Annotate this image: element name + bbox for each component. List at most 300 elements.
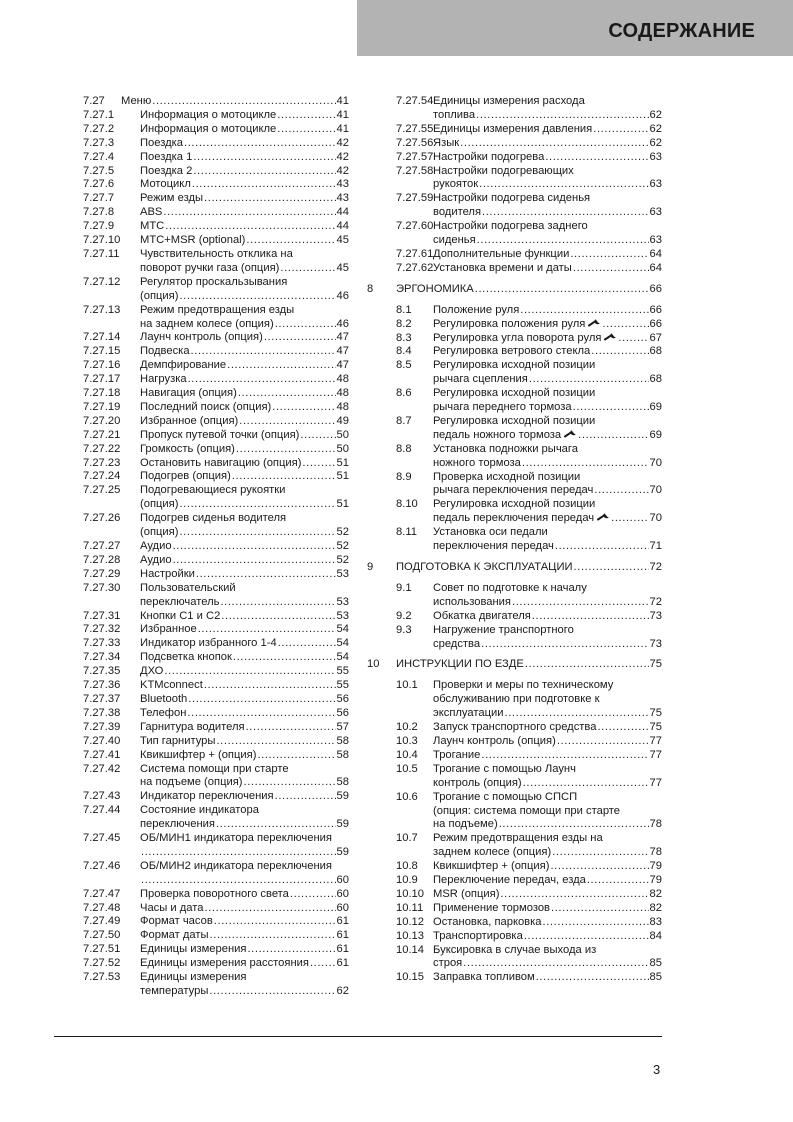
toc-entry-page: 52: [336, 540, 349, 552]
toc-entry[interactable]: [367, 220, 662, 248]
toc-entry-title: Регулировка положения руля: [433, 317, 586, 330]
toc-entry-number: 8.2: [396, 317, 412, 330]
toc-entry-title: Единицы измерения расстояния: [140, 957, 309, 970]
dot-leader: [482, 206, 649, 220]
toc-entry-page: 61: [336, 957, 349, 970]
toc-entry[interactable]: [83, 971, 349, 999]
toc-entry[interactable]: [83, 832, 349, 860]
toc-entry[interactable]: [367, 443, 662, 471]
toc-entry-number: 10.2: [396, 721, 418, 734]
toc-entry-title: KTMconnect: [140, 679, 203, 692]
toc-entry[interactable]: [83, 804, 349, 832]
toc-entry[interactable]: [83, 902, 349, 916]
toc-entry[interactable]: [83, 151, 349, 165]
toc-entry-number: 7.27.35: [83, 665, 121, 678]
toc-entry-number: 7.27.19: [83, 400, 121, 413]
toc-entry-title: переключения: [140, 818, 215, 831]
dot-leader: [227, 359, 335, 373]
toc-entry-number: 10.10: [396, 887, 424, 900]
toc-entry-page: 70: [649, 512, 662, 525]
toc-entry-title: Последний поиск (опция): [140, 400, 272, 413]
toc-chapter[interactable]: [367, 283, 662, 297]
dot-leader: [141, 874, 336, 888]
toc-entry-page: 56: [336, 692, 349, 705]
toc-entry[interactable]: [83, 470, 349, 484]
toc-entry[interactable]: [367, 415, 662, 443]
dot-leader: [214, 915, 336, 929]
toc-entry-number: 8.5: [396, 359, 412, 372]
toc-entry[interactable]: [83, 234, 349, 248]
toc-entry[interactable]: [83, 457, 349, 471]
toc-entry[interactable]: [83, 623, 349, 637]
toc-entry[interactable]: [367, 471, 662, 499]
toc-entry[interactable]: [83, 415, 349, 429]
toc-entry[interactable]: [83, 554, 349, 568]
toc-entry-page: 46: [336, 289, 349, 302]
toc-entry-page: 55: [336, 679, 349, 692]
toc-entry-number: 7.27.50: [83, 929, 121, 942]
toc-entry-title: на подъеме (опция): [140, 776, 243, 789]
toc-entry-page: 46: [336, 317, 349, 330]
toc-entry-title: Система помощи при старте: [140, 762, 289, 775]
toc-entry-page: 43: [336, 192, 349, 205]
toc-entry[interactable]: [83, 359, 349, 373]
toc-entry-number: 10.6: [396, 790, 418, 803]
toc-entry-number: 7.27.22: [83, 442, 121, 455]
toc-entry-title: Трогание с помощью СПСП: [433, 790, 578, 803]
toc-entry-title: строя: [433, 957, 463, 970]
toc-entry[interactable]: [367, 123, 662, 137]
toc-entry[interactable]: [83, 248, 349, 276]
toc-entry[interactable]: [83, 512, 349, 540]
toc-entry-number: 7.27.5: [83, 164, 115, 177]
toc-entry-number: 10.1: [396, 679, 418, 692]
toc-entry[interactable]: [367, 137, 662, 151]
toc-entry-number: 10.15: [396, 971, 424, 984]
toc-entry[interactable]: [83, 915, 349, 929]
toc-entry[interactable]: [367, 192, 662, 220]
toc-entry-title: Установка оси педали: [433, 526, 548, 539]
toc-entry[interactable]: [367, 874, 662, 888]
toc-entry[interactable]: [367, 151, 662, 165]
toc-entry-title: (опция): [140, 526, 179, 539]
toc-entry-page: 82: [649, 887, 662, 900]
dot-leader: [264, 331, 336, 345]
toc-entry-title: Квикшифтер + (опция): [140, 748, 257, 761]
toc-entry-number: 9.1: [396, 581, 412, 594]
toc-entry-page: 51: [336, 498, 349, 511]
toc-entry[interactable]: [367, 359, 662, 387]
toc-entry-title: рычага сцепления: [433, 373, 528, 386]
toc-entry-page: 50: [336, 428, 349, 441]
footer-divider: [54, 1036, 662, 1037]
toc-entry-title: ножного тормоза: [433, 456, 521, 469]
dot-leader: [522, 457, 649, 471]
dot-leader: [278, 637, 336, 651]
toc-entry-title: (опция): [140, 498, 179, 511]
dot-leader: [179, 498, 335, 512]
dot-leader: [597, 721, 648, 735]
toc-entry-title: Настройки подогрева: [433, 150, 545, 163]
toc-entry[interactable]: [367, 262, 662, 276]
toc-entry-page: 83: [649, 915, 662, 928]
toc-entry-title: Запуск транспортного средства: [433, 721, 597, 734]
toc-entry-number: 7.27.16: [83, 359, 121, 372]
dot-leader: [152, 95, 335, 109]
dot-leader: [141, 846, 336, 860]
dot-leader: [618, 332, 648, 346]
toc-entry-number: 7.27.37: [83, 692, 121, 705]
toc-entry-number: 7.27.21: [83, 428, 121, 441]
toc-entry-title: Единицы измерения: [140, 971, 247, 984]
toc-entry[interactable]: [83, 137, 349, 151]
wrench-icon: [597, 512, 610, 521]
toc-entry-title: переключения передач: [433, 540, 554, 553]
dot-leader: [275, 790, 336, 804]
toc-entry[interactable]: [83, 790, 349, 804]
toc-entry-page: 77: [649, 734, 662, 747]
toc-entry-page: 60: [336, 887, 349, 900]
toc-entry[interactable]: [83, 665, 349, 679]
dot-leader: [277, 109, 335, 123]
toc-entry-title: на подъеме): [433, 818, 498, 831]
toc-entry-number: 7.27.54: [396, 95, 434, 107]
toc-entry-title: Формат даты: [140, 929, 209, 942]
toc-entry-page: 61: [336, 929, 349, 942]
toc-entry-title: ОБ/МИН2 индикатора переключения: [140, 859, 332, 872]
toc-entry-page: 47: [336, 359, 349, 372]
toc-entry[interactable]: [367, 526, 662, 554]
dot-leader: [512, 596, 649, 610]
toc-entry[interactable]: [83, 568, 349, 582]
toc-entry-number: 7.27.14: [83, 331, 121, 344]
dot-leader: [545, 151, 648, 165]
toc-entry-number: 7.27.48: [83, 901, 121, 914]
dot-leader: [173, 554, 336, 568]
dot-leader: [204, 192, 336, 206]
toc-entry[interactable]: [367, 387, 662, 415]
toc-entry[interactable]: [83, 345, 349, 359]
toc-entry[interactable]: [83, 206, 349, 220]
toc-entry[interactable]: [83, 304, 349, 332]
toc-entry[interactable]: [367, 679, 662, 721]
toc-entry[interactable]: [83, 749, 349, 763]
toc-entry-title: Установка подножки рычага: [433, 442, 578, 455]
toc-entry[interactable]: [83, 178, 349, 192]
page-title: СОДЕРЖАНИЕ: [608, 20, 755, 42]
toc-entry-title: Настройки: [140, 567, 195, 580]
toc-entry[interactable]: [83, 929, 349, 943]
dot-leader: [179, 290, 335, 304]
toc-entry-number: 7.27.39: [83, 720, 121, 733]
toc-entry-page: 62: [649, 108, 662, 121]
dot-leader: [239, 415, 335, 429]
toc-entry[interactable]: [367, 498, 662, 526]
toc-entry[interactable]: [83, 373, 349, 387]
dot-leader: [238, 387, 336, 401]
toc-entry-page: 72: [649, 595, 662, 608]
toc-entry-title: Режим предотвращения езды на: [433, 832, 603, 845]
toc-entry[interactable]: [83, 387, 349, 401]
toc-entry-title: эксплуатации: [433, 707, 504, 720]
toc-entry[interactable]: [83, 123, 349, 137]
toc-entry[interactable]: [83, 735, 349, 749]
toc-entry-page: 54: [336, 623, 349, 636]
toc-entry[interactable]: [367, 582, 662, 610]
toc-entry-page: 68: [649, 345, 662, 358]
dot-leader: [529, 373, 649, 387]
dot-leader: [578, 429, 648, 443]
toc-entry-page: 82: [649, 901, 662, 914]
toc-entry[interactable]: [367, 916, 662, 930]
toc-entry-title: Поездка: [140, 136, 184, 149]
toc-entry-title: Информация о мотоцикле: [140, 108, 277, 121]
toc-entry-page: 85: [649, 957, 662, 970]
dot-leader: [163, 206, 335, 220]
toc-entry[interactable]: [83, 957, 349, 971]
toc-entry-number: 7.27.31: [83, 609, 121, 622]
toc-entry-title: обслуживанию при подготовке к: [433, 693, 600, 706]
toc-entry[interactable]: [83, 429, 349, 443]
toc-entry[interactable]: [83, 443, 349, 457]
toc-entry-title: Переключение передач, езда: [433, 874, 586, 887]
toc-entry-page: 63: [649, 234, 662, 247]
toc-entry[interactable]: [83, 484, 349, 512]
toc-entry-page: 63: [649, 178, 662, 191]
toc-entry-title: Заправка топливом: [433, 971, 535, 984]
toc-entry-number: 10.4: [396, 748, 418, 761]
toc-entry[interactable]: [367, 860, 662, 874]
toc-entry[interactable]: [367, 791, 662, 833]
toc-entry-page: 47: [336, 345, 349, 358]
toc-entry-number: 7.27.44: [83, 804, 121, 817]
toc-entry[interactable]: [367, 95, 662, 123]
toc-entry[interactable]: [83, 693, 349, 707]
toc-entry-number: 7.27.49: [83, 915, 121, 928]
toc-entry[interactable]: [83, 331, 349, 345]
toc-entry[interactable]: [83, 192, 349, 206]
toc-entry[interactable]: [83, 165, 349, 179]
toc-entry[interactable]: [367, 318, 662, 332]
toc-entry-title: Состояние индикатора: [140, 804, 259, 817]
toc-entry-number: 10.5: [396, 762, 418, 775]
toc-entry-title: Проверка поворотного света: [140, 887, 289, 900]
toc-entry-number: 7.27.62: [396, 261, 434, 274]
toc-entry-title: Регулировка исходной позиции: [433, 414, 596, 427]
dot-leader: [246, 234, 335, 248]
dot-leader: [500, 888, 648, 902]
toc-entry-number: 7.27.40: [83, 734, 121, 747]
wrench-icon: [604, 332, 617, 341]
toc-entry[interactable]: [367, 721, 662, 735]
dot-leader: [198, 623, 336, 637]
toc-entry-page: 68: [649, 373, 662, 386]
dot-leader: [587, 874, 649, 888]
toc-entry-page: 49: [336, 414, 349, 427]
toc-entry-title: Громкость (опция): [140, 442, 235, 455]
toc-entry[interactable]: [83, 220, 349, 234]
toc-entry-title: Подвеска: [140, 345, 190, 358]
toc-entry-page: 58: [336, 734, 349, 747]
toc-entry-number: 8.6: [396, 387, 412, 400]
toc-entry[interactable]: [367, 345, 662, 359]
toc-entry[interactable]: [367, 624, 662, 652]
toc-entry-page: 64: [649, 247, 662, 260]
toc-entry[interactable]: [83, 763, 349, 791]
toc-entry-title: средства: [433, 637, 481, 650]
toc-entry-number: 8.10: [396, 498, 418, 511]
toc-entry-title: переключатель: [140, 595, 220, 608]
dot-leader: [277, 123, 335, 137]
dot-leader: [476, 109, 648, 123]
toc-entry-title: Формат часов: [140, 915, 213, 928]
toc-entry-title: Трогание: [433, 748, 481, 761]
toc-entry[interactable]: [367, 248, 662, 262]
toc-entry-page: 70: [649, 456, 662, 469]
toc-entry-page: 62: [649, 122, 662, 135]
toc-entry[interactable]: [83, 401, 349, 415]
toc-entry-number: 7.27.32: [83, 623, 121, 636]
toc-entry[interactable]: [83, 540, 349, 554]
toc-entry-number: 7.27.13: [83, 303, 121, 316]
toc-entry-number: 7.27.12: [83, 275, 121, 288]
toc-entry-page: 79: [649, 860, 662, 873]
toc-entry-title: педаль ножного тормоза: [433, 428, 562, 441]
toc-entry[interactable]: [83, 707, 349, 721]
toc-entry-title: Совет по подготовке к началу: [433, 581, 587, 594]
dot-leader: [574, 561, 649, 575]
dot-leader: [164, 665, 335, 679]
dot-leader: [257, 749, 335, 763]
toc-entry[interactable]: [83, 943, 349, 957]
toc-entry-title: Индикатор переключения: [140, 790, 274, 803]
toc-entry-number: 9: [367, 561, 374, 573]
toc-entry-title: ОБ/МИН1 индикатора переключения: [140, 832, 332, 845]
toc-entry-page: 59: [336, 845, 349, 858]
toc-entry[interactable]: [83, 721, 349, 735]
dot-leader: [557, 735, 649, 749]
toc-entry[interactable]: [367, 902, 662, 916]
dot-leader: [236, 443, 336, 457]
dot-leader: [247, 943, 335, 957]
toc-entry-page: 59: [336, 790, 349, 803]
dot-leader: [520, 304, 648, 318]
toc-entry[interactable]: [83, 860, 349, 888]
toc-entry[interactable]: [83, 582, 349, 610]
toc-entry-title: на заднем колесе (опция): [140, 317, 274, 330]
toc-entry-title: MSR (опция): [433, 887, 500, 900]
toc-entry-page: 73: [649, 609, 662, 622]
toc-entry-number: 7.27.4: [83, 150, 115, 163]
toc-entry-title: Чувствительность отклика на: [140, 247, 293, 260]
dot-leader: [602, 318, 648, 332]
toc-entry[interactable]: [83, 276, 349, 304]
toc-entry-number: 7.27.25: [83, 484, 121, 497]
toc-entry-page: 60: [336, 873, 349, 886]
toc-entry-number: 8: [367, 282, 374, 295]
toc-entry-title: Остановить навигацию (опция): [140, 456, 302, 469]
toc-entry-number: 7.27.24: [83, 470, 121, 483]
toc-chapter[interactable]: [367, 658, 662, 672]
toc-entry-page: 48: [336, 373, 349, 386]
toc-entry[interactable]: [367, 610, 662, 624]
toc-entry[interactable]: [367, 971, 662, 985]
toc-chapter[interactable]: [367, 561, 662, 575]
toc-entry-page: 56: [336, 706, 349, 719]
toc-entry[interactable]: [83, 109, 349, 123]
dot-leader: [275, 318, 336, 332]
toc-entry-title: рычага переключения передач: [433, 484, 594, 497]
toc-entry[interactable]: [83, 95, 349, 109]
toc-entry-title: ИНСТРУКЦИИ ПО ЕЗДЕ: [396, 658, 524, 671]
toc-entry[interactable]: [83, 888, 349, 902]
toc-entry-number: 7.27.28: [83, 553, 121, 566]
toc-entry[interactable]: [367, 832, 662, 860]
toc-entry[interactable]: [83, 610, 349, 624]
toc-entry-number: 7.27.11: [83, 247, 120, 260]
toc-entry[interactable]: [367, 888, 662, 902]
toc-entry-title: Лаунч контроль (опция): [433, 734, 556, 747]
toc-entry[interactable]: [367, 332, 662, 346]
toc-entry-page: 50: [336, 442, 349, 455]
toc-entry[interactable]: [83, 651, 349, 665]
toc-entry-page: 45: [336, 234, 349, 247]
toc-left-column: [83, 95, 349, 999]
dot-leader: [593, 123, 648, 137]
toc-entry-title: Поездка 2: [140, 164, 193, 177]
toc-entry-number: 7.27.34: [83, 651, 121, 664]
toc-right-column: [367, 95, 662, 985]
toc-entry[interactable]: [367, 763, 662, 791]
toc-entry-page: 77: [649, 748, 662, 761]
dot-leader: [594, 484, 648, 498]
toc-entry-number: 7.27.57: [396, 150, 434, 163]
toc-entry[interactable]: [367, 165, 662, 193]
toc-entry-title: использования: [433, 595, 511, 608]
toc-entry-page: 84: [649, 929, 662, 942]
toc-entry-number: 7.27.58: [396, 164, 434, 177]
toc-entry-title: ЭРГОНОМИКА: [396, 282, 474, 295]
toc-entry-title: Дополнительные функции: [433, 247, 570, 260]
toc-entry[interactable]: [367, 304, 662, 318]
toc-entry[interactable]: [83, 679, 349, 693]
toc-entry-number: 8.11: [396, 526, 417, 539]
toc-entry-number: 7.27.56: [396, 136, 434, 149]
toc-entry-title: Остановка, парковка: [433, 915, 542, 928]
toc-entry-page: 73: [649, 637, 662, 650]
toc-entry[interactable]: [367, 749, 662, 763]
toc-entry[interactable]: [367, 944, 662, 972]
toc-entry-number: 10.3: [396, 734, 418, 747]
toc-entry-title: Избранное (опция): [140, 414, 239, 427]
toc-entry-title: Настройки подогревающих: [433, 164, 574, 177]
toc-entry-page: 42: [336, 150, 349, 163]
toc-entry-title: поворот ручки газа (опция): [140, 261, 280, 274]
toc-entry[interactable]: [83, 637, 349, 651]
toc-entry-page: 41: [336, 108, 349, 121]
toc-entry-page: 53: [336, 609, 349, 622]
toc-entry-page: 53: [336, 595, 349, 608]
toc-entry-page: 52: [336, 526, 349, 539]
toc-entry-number: 8.4: [396, 345, 412, 358]
toc-entry-page: 59: [336, 818, 349, 831]
toc-entry-page: 54: [336, 651, 349, 664]
toc-entry[interactable]: [367, 930, 662, 944]
toc-entry[interactable]: [367, 735, 662, 749]
toc-entry-number: 7.27.33: [83, 637, 121, 650]
toc-entry-title: Поездка 1: [140, 150, 193, 163]
dot-leader: [523, 777, 649, 791]
